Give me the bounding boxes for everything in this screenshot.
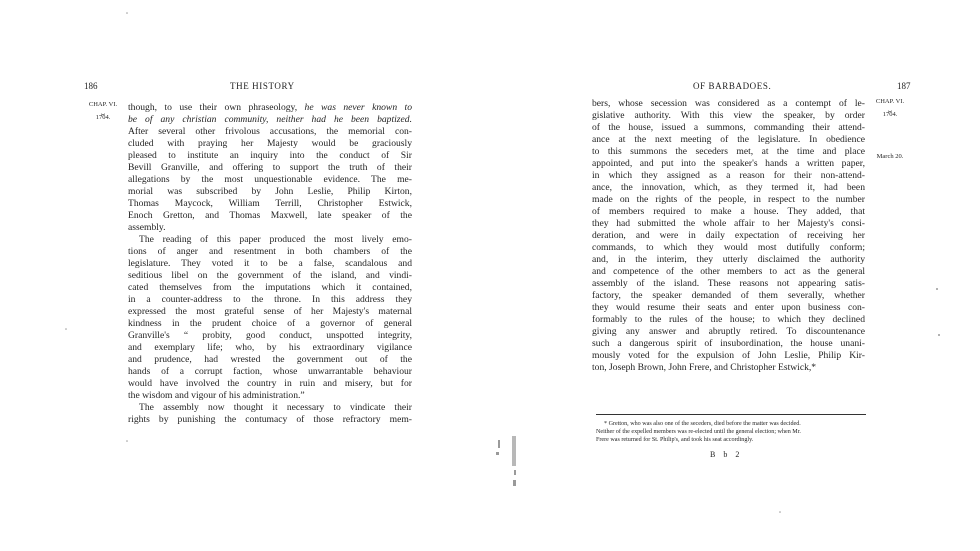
- brace-icon: ⏟: [887, 104, 893, 112]
- text-line: formably to the rules of the house; to which they declined: [592, 314, 865, 326]
- text-line: cated themselves from the imputations which it contained,: [128, 282, 412, 294]
- text-line: in a counter-address to the throne. In this address they: [128, 294, 412, 306]
- text-line: giving any answer and abruptly retired. To discountenance: [592, 326, 865, 338]
- text-line: Granville's “ probity, good conduct, unspotted integrity,: [128, 330, 412, 342]
- text-line: assembly of the island. These reasons not appearing satis-: [592, 278, 865, 290]
- right-margin-year: 1704.: [882, 111, 898, 118]
- right-margin-chapter: CHAP. VI.: [875, 98, 905, 105]
- footnote-line: Neither of the expelled members was re-elected until the general election; when Mr.: [596, 429, 801, 436]
- left-running-head: THE HISTORY: [230, 81, 295, 91]
- text-line: morial was subscribed by John Leslie, Philip Kirton,: [128, 186, 412, 198]
- left-body-text: [128, 102, 412, 426]
- text-line: they had submitted the whole affair to her Majesty's consi-: [592, 218, 865, 230]
- text-line: cluded with praying her Majesty would be graciously: [128, 138, 412, 150]
- text-line: mously voted for the expulsion of John Leslie, Philip Kir-: [592, 350, 865, 362]
- text-line: hands of a corrupt faction, whose unwarrantable behaviour: [128, 366, 412, 378]
- text-line: of the house, issued a summons, commanding their attend-: [592, 122, 865, 134]
- text-line: kindness in the prudent choice of a governor of general: [128, 318, 412, 330]
- footnote-block: [596, 420, 868, 445]
- footnote-line: Frere was returned for St. Philip's, and took his seat accordingly.: [596, 437, 754, 444]
- text-line: The assembly now thought it necessary to vindicate their: [139, 402, 412, 414]
- brace-icon: ⏟: [100, 107, 106, 115]
- text-line: made on the rights of the people, in respect to the number: [592, 194, 865, 206]
- right-margin-note: [870, 98, 910, 119]
- text-line: deration, and were in daily expectation of receiving her: [592, 230, 865, 242]
- text-line: pleased to institute an inquiry into the conduct of Sir: [128, 150, 412, 162]
- left-margin-chapter: CHAP. VI.: [88, 101, 118, 108]
- text-line: though, to use their own phraseology, he was never known to: [128, 102, 412, 113]
- text-line: ance at the next meeting of the legislature. In obedience: [592, 134, 865, 146]
- text-line: would have involved the country in ruin and misery, but for: [128, 378, 412, 390]
- text-line: legislature. They voted it to be a false, scandalous and: [128, 258, 412, 270]
- text-line: be of any christian community, neither had he been baptized.: [128, 114, 412, 126]
- text-line: appointed, and put into the speaker's hands a written paper,: [592, 158, 865, 170]
- left-margin-note: [84, 101, 122, 122]
- text-line: Bevill Granville, and offering to support the truth of their: [128, 162, 412, 174]
- text-line: of members required to make a house. They added, that: [592, 206, 865, 218]
- text-line: expressed the most grateful sense of her Majesty's maternal: [128, 306, 412, 318]
- signature-mark: B b 2: [710, 450, 743, 459]
- right-margin-date: March 20.: [876, 153, 904, 160]
- text-line: After several other frivolous accusations, the memorial con-: [128, 126, 412, 138]
- left-margin-year: 1704.: [95, 114, 111, 121]
- text-line: commands, to which they would most dutifully conform;: [592, 242, 865, 254]
- left-page-number: 186: [84, 81, 98, 91]
- footnote-line: * Gretton, who was also one of the seceders, died before the matter was decided.: [604, 421, 801, 427]
- text-line: tions of anger and resentment in both chambers of the: [128, 246, 412, 258]
- text-line: in which they assigned as a reason for their non-attend-: [592, 170, 865, 182]
- text-line: ton, Joseph Brown, John Frere, and Christopher Estwick,*: [592, 362, 817, 374]
- text-line: Enoch Gretton, and Thomas Maxwell, late speaker of the: [128, 210, 412, 222]
- footnote-rule: [596, 414, 866, 415]
- text-line: factory, the speaker demanded of them severally, whether: [592, 290, 865, 302]
- text-line: rights by punishing the contumacy of those refractory mem-: [128, 414, 412, 426]
- right-page: [490, 0, 980, 551]
- text-line: and exemplary life; who, by his extraordinary vigilance: [128, 342, 412, 354]
- text-line: bers, whose secession was considered as a contempt of le-: [592, 98, 865, 109]
- text-line: assembly.: [128, 222, 166, 234]
- text-line: and competence of the other members to act as the general: [592, 266, 865, 278]
- text-line: and prudence, had wrested the government out of the: [128, 354, 412, 366]
- text-line: gislative authority. With this view the speaker, by order: [592, 110, 865, 122]
- text-line: allegations by the most unquestionable evidence. The me-: [128, 174, 412, 186]
- text-line: ance, the innovation, which, as they termed it, had been: [592, 182, 865, 194]
- text-line: seditious libel on the government of the island, and vindi-: [128, 270, 412, 282]
- text-line: to this summons the seceders met, at the time and place: [592, 146, 865, 158]
- text-line: and, in the interim, they utterly disclaimed the authority: [592, 254, 865, 266]
- text-line: Thomas Maycock, William Terrill, Christopher Estwick,: [128, 198, 412, 210]
- text-line: the wisdom and vigour of his administration.”: [128, 390, 305, 402]
- right-running-head: OF BARBADOES.: [693, 81, 772, 91]
- right-body-text: [592, 98, 865, 374]
- right-page-number: 187: [897, 81, 911, 91]
- text-line: they would resume their seats and enter upon business con-: [592, 302, 865, 314]
- text-line: The reading of this paper produced the most lively emo-: [139, 234, 412, 246]
- text-line: such a dangerous spirit of insubordination, the house unani-: [592, 338, 865, 350]
